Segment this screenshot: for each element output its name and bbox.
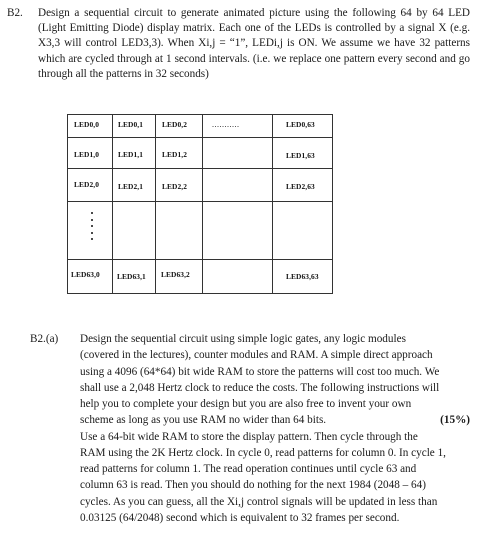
part-a-line: read patterns for column 1. The read operation continues until cycle 63 and [80,463,417,475]
part-a-text [80,331,470,526]
cell-led-2-1: LED2,1 [118,182,144,191]
part-a-label: B2.(a) [30,333,59,345]
part-a-line: scheme as long as you use RAM no wider than 64 bits. [80,414,327,427]
cell-led-63-2: LED63,2 [161,270,190,279]
cell-led-2-63: LED2,63 [286,182,315,191]
cell-led-63-63: LED63,63 [286,272,319,281]
cell-led-0-63: LED0,63 [286,120,315,129]
cell-led-0-0: LED0,0 [74,120,100,129]
led-matrix-table [67,114,333,294]
column-ellipsis: ........... [212,120,240,129]
part-a-line: 0.03125 (64/2048) second which is equivalent to 32 frames per second. [80,511,400,524]
part-a-line-with-marks [80,412,470,428]
part-a-line: Use a 64-bit wide RAM to store the display pattern. Then cycle through the [80,430,418,443]
part-a-line: (covered in the lectures), counter modules and RAM. A simple direct approach [80,349,433,362]
cell-led-63-0: LED63,0 [71,270,100,279]
cell-led-0-2: LED0,2 [162,120,188,129]
cell-led-2-2: LED2,2 [162,182,188,191]
cell-led-2-0: LED2,0 [74,180,100,189]
marks-badge: (15%) [440,414,470,427]
part-a-line: RAM using the 2K Hertz clock. In cycle 0, read patterns for column 0. In cycle 1, [80,446,446,459]
part-a-line: column 63 is read. Then you should do nothing for the next 1984 (2048 – 64) [80,479,426,492]
part-a-line: shall use a 2,048 Hertz clock to reduce the costs. The following instructions will [80,381,440,394]
row-ellipsis [91,212,95,245]
cell-led-1-63: LED1,63 [286,151,315,160]
cell-led-0-1: LED0,1 [118,120,144,129]
part-a-line: Design the sequential circuit using simple logic gates, any logic modules [80,333,406,345]
cell-led-63-1: LED63,1 [117,272,146,281]
part-a-line: cycles. As you can guess, all the Xi,j control signals will be updated in less than [80,495,438,508]
question-number: B2. [7,7,23,19]
cell-led-1-1: LED1,1 [118,150,144,159]
cell-led-1-0: LED1,0 [74,150,100,159]
part-a-line: using a 4096 (64*64) bit wide RAM to store the patterns will cost too much. We [80,365,440,378]
part-a-line: help you to complete your design but you are also free to invent your own [80,398,412,410]
cell-led-1-2: LED1,2 [162,150,188,159]
question-text: Design a sequential circuit to generate animated picture using the following 64 by 64 LED (Light Emitting Diode) display matrix. Each one of the LEDs is controlled by a signal X (e.g. X3,3 will control LED3,3). When Xi,j = “1”, LEDi,j is ON. We assume we have 32 patterns which are cycled through at 1 second intervals. (i.e. we replace one pattern every second and go through all the patterns in 32 seconds) [38,7,470,80]
